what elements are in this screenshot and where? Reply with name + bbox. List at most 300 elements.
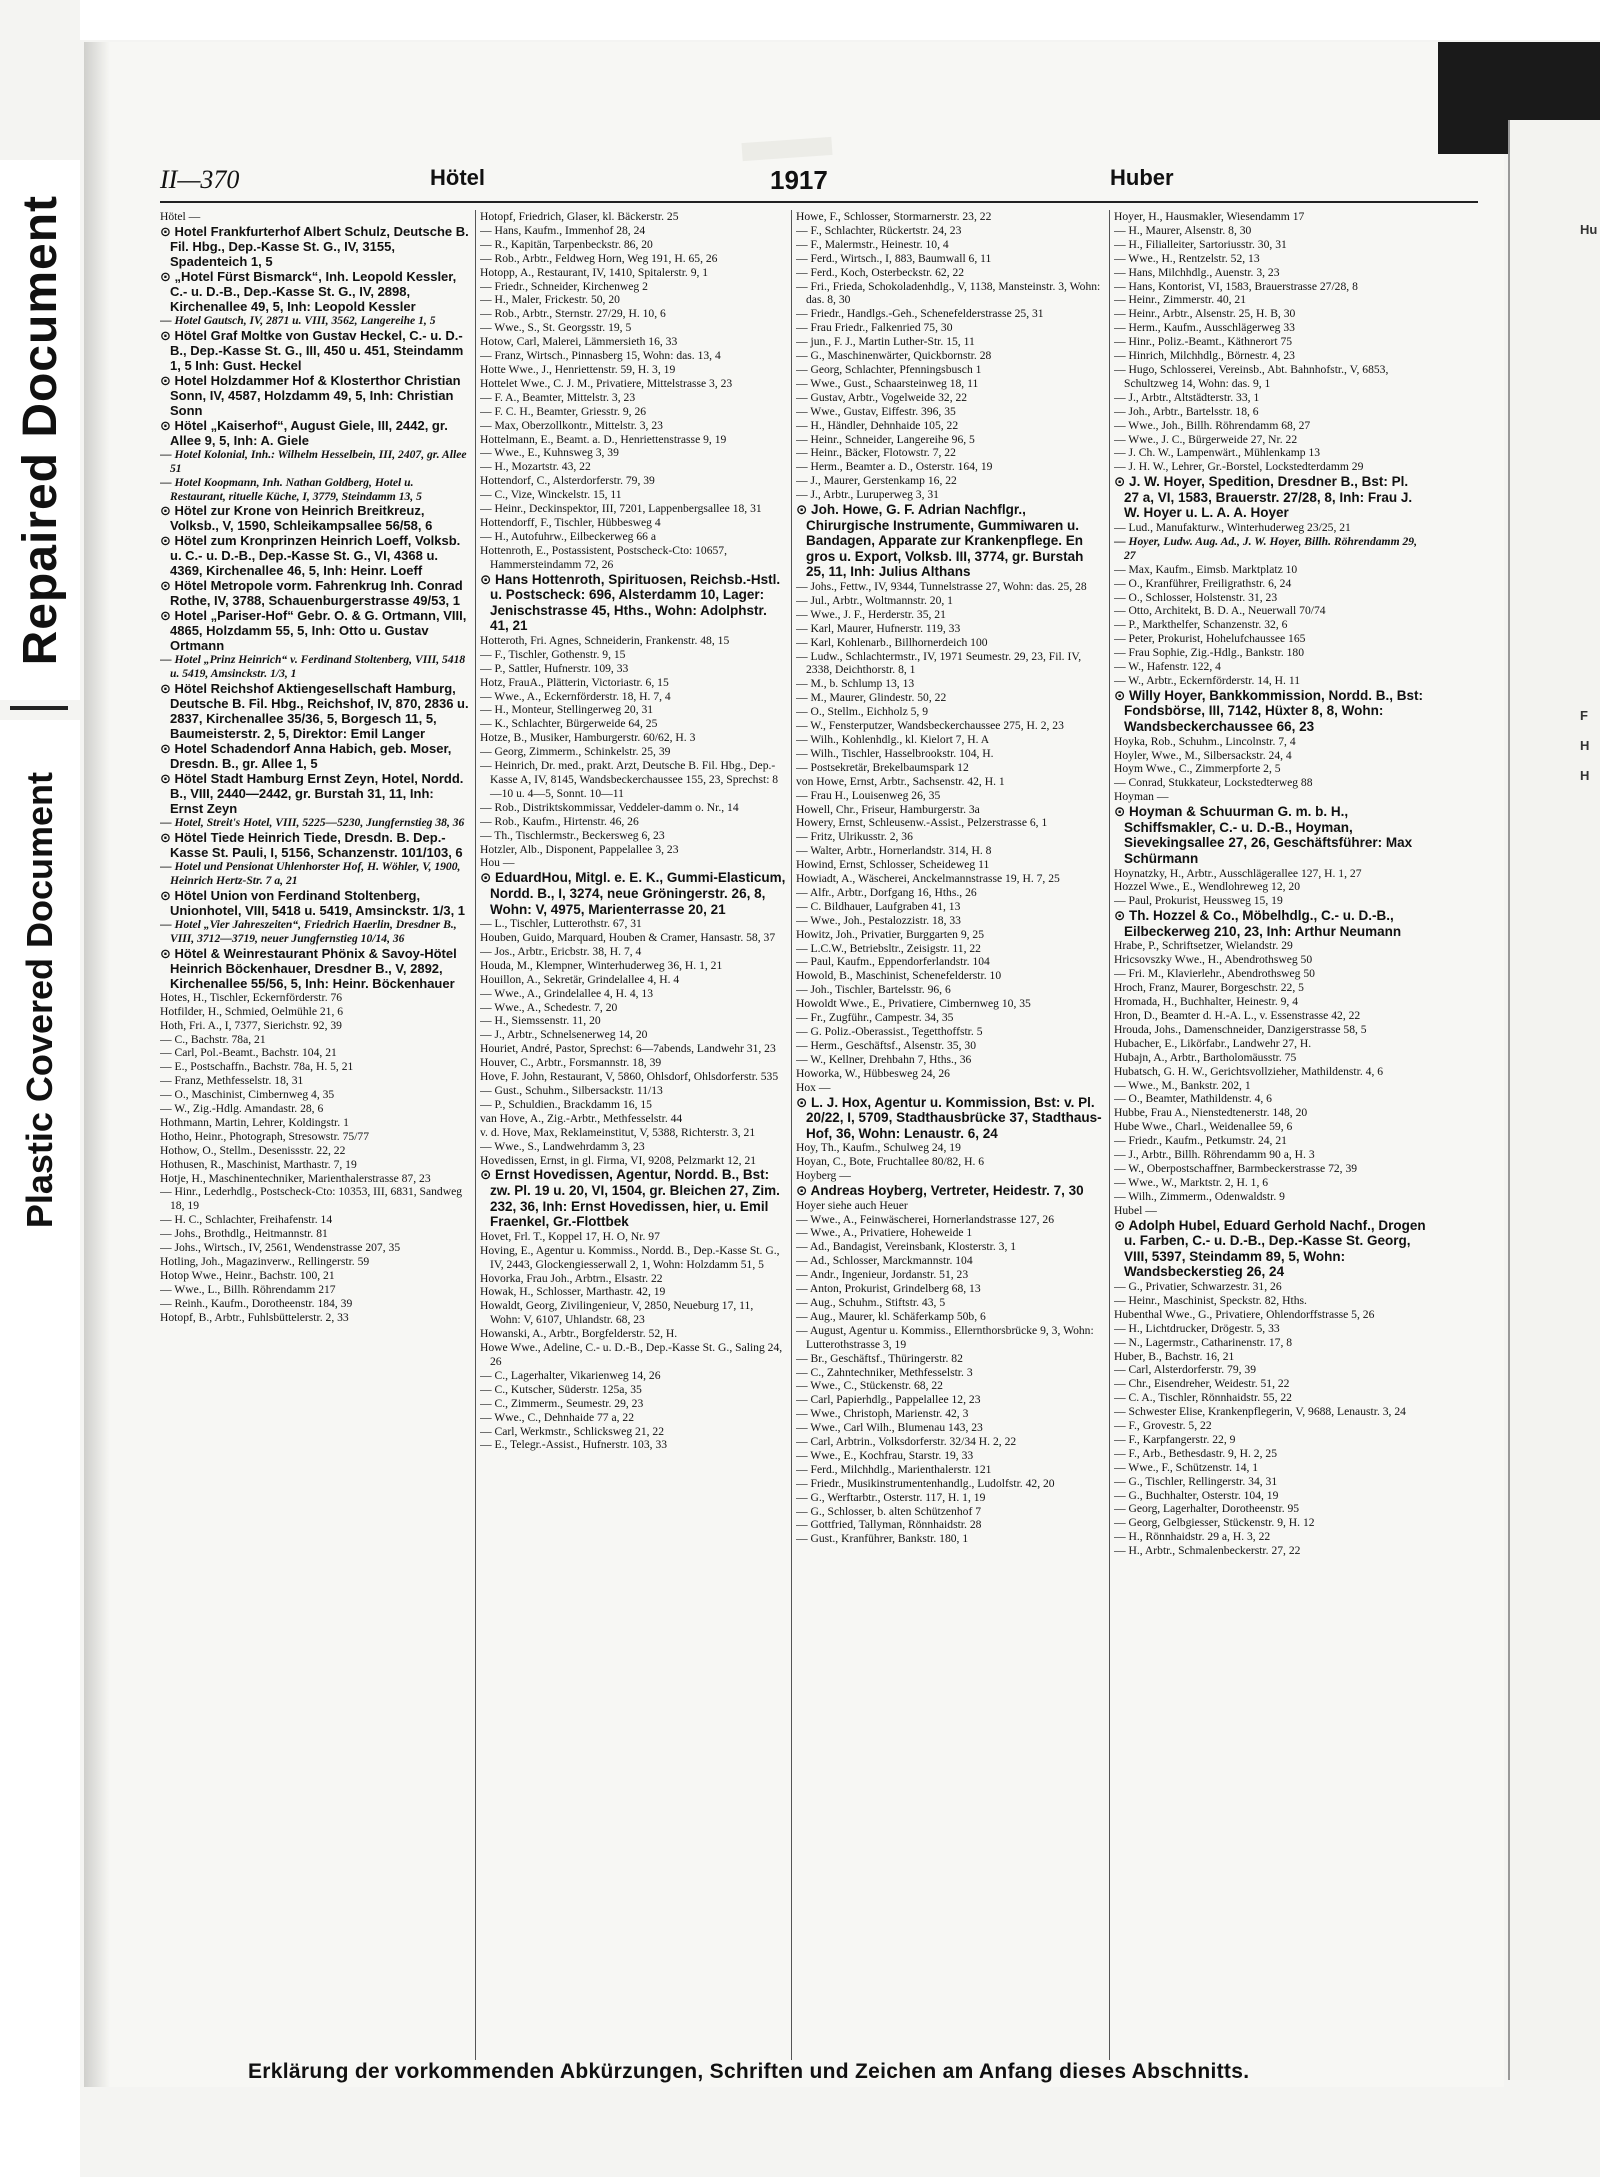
directory-entry: Hotopf, Friedrich, Glaser, kl. Bäckerstr. 25 — [480, 210, 679, 223]
directory-entry: Hotop Wwe., Heinr., Bachstr. 100, 21 — [160, 1268, 335, 1282]
directory-entry: — H., Siemssenstr. 11, 20 — [480, 1014, 601, 1028]
directory-entry: — W., Oberpostschaffner, Barmbeckerstrasse 72, 39 — [1114, 1161, 1358, 1175]
column-divider — [1109, 210, 1110, 2060]
directory-entry: — H., Händler, Dehnhaide 105, 22 — [796, 418, 959, 432]
directory-entry: — Franz, Methfesselstr. 18, 31 — [160, 1074, 304, 1088]
directory-entry: — W., Zig.-Hdlg. Amandastr. 28, 6 — [160, 1102, 324, 1116]
directory-entry: Howe Wwe., Adeline, C.- u. D.-B., Dep.-Kasse St. G., Saling 24, 26 — [480, 1341, 783, 1368]
directory-entry: Hoyer, H., Hausmakler, Wiesendamm 17 — [1114, 210, 1305, 223]
directory-entry: — Wwe., E., Kuhnsweg 3, 39 — [480, 446, 619, 460]
directory-entry: — C., Zimmerm., Seumestr. 29, 23 — [480, 1396, 644, 1410]
directory-entry: — Johs., Fettw., IV, 9344, Tunnelstrasse 27, Wohn: das. 25, 28 — [796, 580, 1087, 593]
directory-entry: — Hotel Gautsch, IV, 2871 u. VIII, 3562, Langereihe 1, 5 — [160, 313, 436, 327]
directory-entry: — O., Stellm., Eichholz 5, 9 — [796, 705, 929, 719]
directory-entry: — Frau H., Louisenweg 26, 35 — [796, 788, 941, 802]
directory-entry: — Andr., Ingenieur, Jordanstr. 51, 23 — [796, 1268, 969, 1282]
directory-entry: — Wwe., Carl Wilh., Blumenau 143, 23 — [796, 1421, 983, 1435]
directory-entry: Howery, Ernst, Schleusenw.-Assist., Pelzerstrasse 6, 1 — [796, 816, 1048, 830]
directory-entry: Howitz, Joh., Privatier, Burggarten 9, 25 — [796, 927, 985, 941]
directory-entry: Hotow, Carl, Malerei, Lämmersieth 16, 33 — [480, 335, 678, 349]
directory-entry: — Friedr., Handlgs.-Geh., Schenefelderstrasse 25, 31 — [796, 307, 1044, 321]
directory-entry: Huber, B., Bachstr. 16, 21 — [1114, 1349, 1235, 1363]
directory-entry: Hube Wwe., Charl., Weidenallee 59, 6 — [1114, 1120, 1293, 1134]
directory-entry: Howind, Ernst, Schlosser, Scheideweg 11 — [796, 858, 990, 872]
directory-entry: — Frau Friedr., Falkenried 75, 30 — [796, 321, 953, 335]
directory-entry: Hottendorf, C., Alsterdorferstr. 79, 39 — [480, 474, 655, 488]
directory-entry: — E., Postschaffn., Bachstr. 78a, H. 5, 21 — [160, 1060, 354, 1074]
directory-entry: Howoldt Wwe., E., Privatiere, Cimbernweg 10, 35 — [796, 997, 1031, 1011]
directory-entry: — C., Zahntechniker, Methfesselstr. 3 — [796, 1365, 973, 1379]
directory-entry: Hove, F. John, Restaurant, V, 5860, Ohlsdorf, Ohlsdorferstr. 535 — [480, 1070, 779, 1084]
header-year: 1917 — [770, 165, 828, 195]
directory-entry: — Ferd., Koch, Osterbeckstr. 62, 22 — [796, 265, 965, 279]
directory-entry: — Wwe., F., Schützenstr. 14, 1 — [1114, 1460, 1259, 1474]
column-1 — [160, 210, 470, 2130]
directory-entry: Hubacher, E., Likörfabr., Landwehr 27, H. — [1114, 1036, 1312, 1050]
directory-entry-featured: ⊙ Hotel „Pariser-Hof“ Gebr. O. & G. Ortmann, VIII, 4865, Holzdamm 55, 5, Inh: Otto u. Gustav Ortmann — [160, 608, 467, 654]
directory-entry: — G. Poliz.-Oberassist., Tegetthoffstr. 5 — [796, 1025, 983, 1038]
directory-entry: — O., Kranführer, Freiligrathstr. 6, 24 — [1114, 576, 1292, 590]
directory-entry: Hoving, E., Agentur u. Kommiss., Nordd. B., Dep.-Kasse St. G., IV, 2443, Glockengiesserwall 2, 1, Wohn: Holzdamm 51, 5 — [480, 1243, 780, 1271]
directory-entry: — H., Rönnhaidstr. 29 a, H. 3, 22 — [1114, 1530, 1271, 1544]
directory-entry: Hotling, Joh., Magazinverw., Rellingerstr. 59 — [160, 1255, 370, 1268]
directory-entry: — M., b. Schlump 13, 13 — [796, 677, 915, 691]
directory-entry: — Wwe., Gustav, Eiffestr. 396, 35 — [796, 404, 956, 418]
directory-entry: — Anton, Prokurist, Grindelberg 68, 13 — [796, 1282, 981, 1296]
directory-entry: — Wwe., Joh., Billh. Röhrendamm 68, 27 — [1114, 418, 1311, 432]
directory-entry: Hou — — [480, 856, 515, 870]
directory-entry: — Conrad, Stukkateur, Lockstedterweg 88 — [1114, 776, 1313, 790]
directory-entry: — Br., Geschäftsf., Thüringerstr. 82 — [796, 1351, 963, 1365]
directory-entry: — Heinr., Deckinspektor, III, 7201, Lappenbergsallee 18, 31 — [480, 502, 762, 516]
directory-entry: — Friedr., Musikinstrumentenhandlg., Ludolfstr. 42, 20 — [796, 1476, 1055, 1490]
directory-entry: — W., Arbtr., Eckernförderstr. 14, H. 11 — [1114, 673, 1301, 687]
directory-entry: — F., Arb., Bethesdastr. 9, H. 2, 25 — [1114, 1446, 1277, 1460]
directory-entry: Hotte Wwe., J., Henriettenstr. 59, H. 3, 19 — [480, 362, 676, 376]
directory-entry: — Gustav, Arbtr., Vogelweide 32, 22 — [796, 390, 968, 404]
directory-entry: Hroch, Franz, Maurer, Borgeschstr. 22, 5 — [1114, 981, 1304, 995]
directory-entry: — C., Vize, Winckelstr. 15, 11 — [480, 488, 622, 502]
directory-entry: Hubel — — [1114, 1203, 1157, 1217]
directory-entry: — Frau Sophie, Zig.-Hdlg., Bankstr. 180 — [1114, 646, 1305, 660]
directory-entry-featured: ⊙ Joh. Howe, G. F. Adrian Nachflgr., Chirurgische Instrumente, Gummiwaren u. Bandagen, Apparate zur Krankenpflege. En gros u. Export, Volksb. III, 3774, gr. Burstah 25, 11, Inh: Julius Althans — [796, 502, 1084, 580]
directory-entry: — Wwe., A., Grindelallee 4, H. 4, 13 — [480, 986, 654, 1000]
directory-entry: van Hove, A., Zig.-Arbtr., Methfesselstr. 44 — [480, 1111, 683, 1125]
directory-entry: — Hotel „Vier Jahreszeiten“, Friedrich Haerlin, Dresdner B., VIII, 3712—3719, neuer Jungfernstieg 10/14, 36 — [160, 917, 457, 945]
directory-entry: — Georg, Gelbgiesser, Stückenstr. 9, H. 12 — [1114, 1516, 1315, 1530]
directory-entry: Howaldt, Georg, Zivilingenieur, V, 2850, Neueburg 17, 11, Wohn: V, 6107, Uhlandstr. 68, 23 — [480, 1299, 754, 1327]
directory-entry: — W., Kellner, Drehbahn 7, Hths., 36 — [796, 1052, 972, 1066]
adjacent-page-edge — [1508, 120, 1600, 2080]
directory-entry: — Georg, Zimmerm., Schinkelstr. 25, 39 — [480, 745, 671, 759]
directory-entry: — Max, Kaufm., Eimsb. Marktplatz 10 — [1114, 562, 1298, 576]
directory-entry: — Aug., Maurer, kl. Schäferkamp 50b, 6 — [796, 1309, 986, 1323]
directory-entry-featured: ⊙ Hoyman & Schuurman G. m. b. H., Schiffsmakler, C.- u. D.-B., Hoyman, Sievekingsallee 27, 26, Geschäftsführer: Max Schürmann — [1114, 804, 1413, 866]
directory-entry: — O., Beamter, Mathildenstr. 4, 6 — [1114, 1092, 1272, 1106]
directory-entry: — Otto, Architekt, B. D. A., Neuerwall 70/74 — [1114, 604, 1326, 618]
directory-entry: — Johs., Wirtsch., IV, 2561, Wendenstrasse 207, 35 — [160, 1241, 401, 1255]
directory-entry: — Ferd., Wirtsch., I, 883, Baumwall 6, 11 — [796, 251, 992, 265]
directory-entry: Hricsovszky Wwe., H., Abendrothsweg 50 — [1114, 953, 1313, 967]
page-fold-shadow — [84, 42, 110, 2087]
directory-entry: — Hotel, Streit's Hotel, VIII, 5225—5230, Jungfernstieg 38, 36 — [160, 816, 465, 830]
directory-entry: Hotze, B., Musiker, Hamburgerstr. 60/62, H. 3 — [480, 731, 696, 745]
directory-entry: Hotho, Heinr., Photograph, Stresowstr. 75/77 — [160, 1129, 370, 1143]
directory-entry: Hotteroth, Fri. Agnes, Schneiderin, Frankenstr. 48, 15 — [480, 633, 730, 647]
directory-entry: Hottendorff, F., Tischler, Hübbesweg 4 — [480, 515, 661, 529]
directory-entry: — Gust., Schuhm., Silbersackstr. 11/13 — [480, 1084, 663, 1097]
directory-entry: — Paul, Prokurist, Heussweg 15, 19 — [1114, 894, 1283, 908]
directory-entry: Hromada, H., Buchhalter, Heinestr. 9, 4 — [1114, 995, 1299, 1009]
directory-entry: Howak, H., Schlosser, Marthastr. 42, 19 — [480, 1285, 666, 1299]
directory-entry: — Carl, Papierhdlg., Pappelallee 12, 23 — [796, 1393, 981, 1407]
directory-entry: Houillon, A., Sekretär, Grindelallee 4, H. 4 — [480, 972, 680, 986]
page-header — [160, 165, 1470, 197]
directory-entry: — Hans, Kontorist, VI, 1583, Brauerstrasse 27/28, 8 — [1114, 279, 1358, 293]
directory-entry: Hubbe, Frau A., Nienstedtenerstr. 148, 20 — [1114, 1106, 1308, 1120]
directory-entry: — Ad., Bandagist, Vereinsbank, Klosterstr. 3, 1 — [796, 1240, 1017, 1254]
directory-entry: — Hinr., Poliz.-Beamt., Käthnerort 75 — [1114, 335, 1293, 349]
directory-entry: Hubenthal Wwe., G., Privatiere, Ohlendorffstrasse 5, 26 — [1114, 1307, 1375, 1321]
directory-entry: — Karl, Kohlenarb., Billhornerdeich 100 — [796, 635, 988, 649]
directory-entry: — Wilh., Zimmerm., Odenwaldstr. 9 — [1114, 1189, 1285, 1203]
directory-entry: — P., Sattler, Hufnerstr. 109, 33 — [480, 661, 629, 675]
directory-entry: Howell, Chr., Friseur, Hamburgerstr. 3a — [796, 802, 980, 816]
directory-entry: — L.C.W., Betriebsltr., Zeisigstr. 11, 22 — [796, 941, 981, 955]
directory-entry: Hotzler, Alb., Disponent, Pappelallee 3, 23 — [480, 842, 679, 856]
directory-entry: — Jul., Arbtr., Woltmannstr. 20, 1 — [796, 593, 953, 607]
directory-entry: Hothusen, R., Maschinist, Marthastr. 7, 19 — [160, 1157, 357, 1171]
directory-entry-featured: ⊙ Hötel Metropole vorm. Fahrenkrug Inh. Conrad Rothe, IV, 3788, Schauenburgerstrasse 49/53, 1 — [160, 578, 463, 609]
directory-entry: Howanski, A., Arbtr., Borgfelderstr. 52, H. — [480, 1327, 678, 1341]
directory-entry: — Hans, Milchhdlg., Auenstr. 3, 23 — [1114, 265, 1280, 279]
directory-entry-featured: ⊙ Andreas Hoyberg, Vertreter, Heidestr. 7, 30 — [796, 1183, 1084, 1199]
directory-entry-featured: ⊙ L. J. Hox, Agentur u. Kommission, Bst: v. Pl. 20/22, I, 5709, Stadthausbrücke 37, Stadthaus-Hof, 36, Wohn: Lenaustr. 6, 24 — [796, 1094, 1102, 1141]
directory-entry: — Johs., Brothdlg., Heitmannstr. 81 — [160, 1227, 328, 1241]
directory-entry: Hoyka, Rob., Schuhm., Lincolnstr. 7, 4 — [1114, 734, 1296, 748]
directory-entry: — Ad., Schlosser, Marckmannstr. 104 — [796, 1254, 973, 1268]
directory-entry: — H., Maler, Frickestr. 50, 20 — [480, 293, 620, 307]
directory-entry: — G., Privatier, Schwarzestr. 31, 26 — [1114, 1279, 1282, 1293]
directory-entry: — Wwe., Gust., Schaarsteinweg 18, 11 — [796, 376, 979, 390]
directory-entry: Houriet, André, Pastor, Sprechst: 6—7abends, Landwehr 31, 23 — [480, 1042, 776, 1056]
directory-entry: — Fri., Frieda, Schokoladenhdlg., V, 1138, Mansteinstr. 3, Wohn: das. 8, 30 — [796, 279, 1101, 307]
directory-entry-featured: ⊙ Hötel zur Krone von Heinrich Breitkreuz, Volksb., V, 1590, Schleikampsallee 56/58, 6 — [160, 503, 433, 534]
directory-entry: — C., Lagerhalter, Vikarienweg 14, 26 — [480, 1368, 661, 1382]
directory-entry: Hubatsch, G. H. W., Gerichtsvollzieher, Mathildenstr. 4, 6 — [1114, 1064, 1384, 1078]
scan-top-margin — [80, 0, 1600, 40]
directory-entry: — C., Bachstr. 78a, 21 — [160, 1032, 266, 1046]
directory-entry: — E., Telegr.-Assist., Hufnerstr. 103, 33 — [480, 1438, 668, 1452]
directory-entry: — Alfr., Arbtr., Dorfgang 16, Hths., 26 — [796, 885, 977, 899]
directory-entry: Hrouda, Johs., Damenschneider, Danzigerstrasse 58, 5 — [1114, 1022, 1367, 1036]
directory-entry: — Heinr., Arbtr., Alsenstr. 25, H. B, 30 — [1114, 307, 1296, 321]
directory-entry: — G., Maschinenwärter, Quickbornstr. 28 — [796, 349, 992, 363]
directory-entry: — Karl, Maurer, Hufnerstr. 119, 33 — [796, 621, 961, 635]
directory-entry: — H., Autofuhrw., Eilbeckerweg 66 a — [480, 529, 657, 543]
directory-entry: — Chr., Eisendreher, Weidestr. 51, 22 — [1114, 1377, 1290, 1391]
column-3 — [796, 210, 1104, 2130]
column-4 — [1114, 210, 1426, 2130]
side-label-plastic-text: Plastic Covered Document — [19, 771, 60, 1229]
directory-entry-featured: ⊙ Hötel Stadt Hamburg Ernst Zeyn, Hotel, Nordd. B., VIII, 2440—2442, gr. Burstah 31, 11, Inh: Ernst Zeyn — [160, 771, 464, 817]
directory-entry: Houda, M., Klempner, Winterhuderweg 36, H. 1, 21 — [480, 958, 723, 972]
directory-entry: — Gust., Kranführer, Bankstr. 180, 1 — [796, 1532, 969, 1546]
directory-entry: — F., Schlachter, Rückertstr. 24, 23 — [796, 223, 962, 237]
directory-entry-featured: ⊙ J. W. Hoyer, Spedition, Dresdner B., Bst: Pl. 27 a, VI, 1583, Brauerstr. 27/28, 8, Inh: Frau J. W. Hoyer u. L. A. A. Hoyer — [1114, 474, 1413, 521]
directory-entry: — Wwe., C., Dehnhaide 77 a, 22 — [480, 1410, 635, 1424]
directory-entry: Hubajn, A., Arbtr., Bartholomäusstr. 75 — [1114, 1050, 1297, 1064]
directory-entry: — Wwe., J. F., Herderstr. 35, 21 — [796, 607, 946, 621]
directory-entry: Hotje, H., Maschinentechniker, Marienthalerstrasse 87, 23 — [160, 1171, 431, 1185]
directory-entry: Howiadt, A., Wäscherei, Anckelmannstrasse 19, H. 7, 25 — [796, 872, 1060, 886]
directory-entry: Hoyan, C., Bote, Fruchtallee 80/82, H. 6 — [796, 1155, 985, 1169]
column-divider — [475, 210, 476, 2060]
abbreviation-note: Erklärung der vorkommenden Abkürzungen, Schriften und Zeichen am Anfang dieses Abschnitts. — [248, 2060, 1250, 2083]
directory-entry: — Reinh., Kaufm., Dorotheenstr. 184, 39 — [160, 1296, 353, 1310]
directory-entry-featured: ⊙ Ernst Hovedissen, Agentur, Nordd. B., Bst: zw. Pl. 19 u. 20, VI, 1504, gr. Bleichen 27, Zim. 232, 36, Inh: Ernst Hovedissen, hier, u. Emil Fraenkel, Gr.-Flottbek — [480, 1167, 780, 1230]
directory-entry: — Peter, Prokurist, Hohelufchaussee 165 — [1114, 632, 1306, 646]
directory-entry: — Rob., Kaufm., Hirtenstr. 46, 26 — [480, 814, 639, 828]
directory-entry: — Schwester Elise, Krankenpflegerin, V, 9688, Lenaustr. 3, 24 — [1114, 1405, 1406, 1419]
directory-entry: Hoyer siehe auch Heuer — [796, 1198, 908, 1212]
directory-entry: Hoynatzky, H., Arbtr., Ausschlägerallee 127, H. 1, 27 — [1114, 866, 1362, 880]
directory-entry: — Rob., Arbtr., Feldweg Horn, Weg 191, H. 65, 26 — [480, 251, 718, 265]
directory-entry: Hothmann, Martin, Lehrer, Koldingstr. 1 — [160, 1115, 349, 1129]
directory-entry: — G., Werftarbtr., Osterstr. 117, H. 1, 19 — [796, 1490, 986, 1504]
directory-entry: Hoyberg — — [796, 1169, 851, 1183]
directory-entry: Hovorka, Frau Joh., Arbtrn., Elsastr. 22 — [480, 1271, 663, 1285]
directory-entry: — Joh., Tischler, Bartelsstr. 96, 6 — [796, 983, 951, 997]
directory-entry: — August, Agentur u. Kommiss., Ellernthorsbrücke 9, 3, Wohn: Lutterothstrasse 3, 19 — [796, 1323, 1094, 1351]
directory-entry: — Joh., Arbtr., Bartelsstr. 18, 6 — [1114, 404, 1259, 418]
directory-entry: — H., Arbtr., Schmalenbeckerstr. 27, 22 — [1114, 1544, 1301, 1558]
directory-entry: — Heinr., Maschinist, Speckstr. 82, Hths. — [1114, 1293, 1307, 1307]
directory-entry: — R., Kapitän, Tarpenbeckstr. 86, 20 — [480, 237, 653, 251]
directory-entry: — Hotel Koopmann, Inh. Nathan Goldberg, Hotel u. Restaurant, rituelle Küche, I, 3779, Steindamm 13, 5 — [160, 475, 422, 503]
directory-entry: — Max, Oberzollkontr., Mittelstr. 3, 23 — [480, 418, 663, 432]
adjacent-page-fragment: H — [1580, 768, 1590, 783]
directory-entry: — Carl, Werkmstr., Schlicksweg 21, 22 — [480, 1424, 665, 1438]
directory-entry: — Hinrich, Milchhdlg., Börnestr. 4, 23 — [1114, 349, 1295, 363]
page-number: II—370 — [160, 165, 240, 194]
directory-entry: — G., Tischler, Rellingerstr. 34, 31 — [1114, 1474, 1278, 1488]
directory-entry: — Wwe., M., Bankstr. 202, 1 — [1114, 1078, 1251, 1092]
directory-entry-featured: ⊙ Hotel Holzdammer Hof & Klosterthor Christian Sonn, IV, 4587, Holzdamm 49, 5, Inh: Christian Sonn — [160, 372, 461, 418]
directory-entry: — F., Malermstr., Heinestr. 10, 4 — [796, 237, 949, 251]
directory-entry-featured: ⊙ Hotel Frankfurterhof Albert Schulz, Deutsche B. Fil. Hbg., Dep.-Kasse St. G., IV, 3155, Spadenteich 1, 5 — [160, 223, 469, 269]
directory-entry: — L., Tischler, Lutterothstr. 67, 31 — [480, 917, 642, 931]
directory-entry-featured: ⊙ Hötel Union von Ferdinand Stoltenberg, Unionhotel, VIII, 5418 u. 5419, Amsinckstr. 1/3, 1 — [160, 887, 466, 918]
directory-entry: — J., Maurer, Gerstenkamp 16, 22 — [796, 474, 957, 488]
directory-entry: v. d. Hove, Max, Reklameinstitut, V, 5388, Richterstr. 3, 21 — [480, 1125, 756, 1139]
directory-entry: — Fr., Zugführ., Campestr. 34, 35 — [796, 1011, 954, 1025]
directory-entry: — Wwe., C., Stückenstr. 68, 22 — [796, 1379, 943, 1393]
directory-entry: — C. A., Tischler, Rönnhaidstr. 55, 22 — [1114, 1391, 1292, 1405]
directory-entry: — Herm., Geschäftsf., Alsenstr. 35, 30 — [796, 1038, 976, 1052]
directory-entry: — Jos., Arbtr., Ericbstr. 38, H. 7, 4 — [480, 944, 642, 958]
directory-entry: — Rob., Distriktskommissar, Veddeler-damm o. Nr., 14 — [480, 800, 739, 814]
directory-entry: — G., Schlosser, b. alten Schützenhof 7 — [796, 1504, 982, 1518]
directory-entry: — Wwe., S., St. Georgsstr. 19, 5 — [480, 321, 632, 335]
directory-entry: — Heinr., Bäcker, Flotowstr. 7, 22 — [796, 446, 956, 460]
directory-entry: — Wilh., Kohlenhdlg., kl. Kielort 7, H. A — [796, 732, 990, 746]
directory-entry: Hoth, Fri. A., I, 7377, Sierichstr. 92, 39 — [160, 1018, 342, 1032]
directory-entry: — Hoyer, Ludw. Aug. Ad., J. W. Hoyer, Billh. Röhrendamm 29, 27 — [1114, 534, 1417, 562]
directory-entry: — Hotel „Prinz Heinrich“ v. Ferdinand Stoltenberg, VIII, 5418 u. 5419, Amsinckstr. 1/3, 1 — [160, 653, 466, 681]
directory-entry: — Heinrich, Dr. med., prakt. Arzt, Deutsche B. Fil. Hbg., Dep.-Kasse A, IV, 8145, Wandsbeckerchaussee 155, 23, Sprechst: 8—10 u. 4—5, Sonnt. 10—11 — [480, 759, 779, 800]
directory-entry: — Walter, Arbtr., Hornerlandstr. 314, H. 8 — [796, 844, 992, 858]
directory-entry: — K., Schlachter, Bürgerweide 64, 25 — [480, 717, 658, 731]
directory-entry: — J., Arbtr., Altstädterstr. 33, 1 — [1114, 390, 1260, 404]
directory-entry: — Fritz, Ulrikusstr. 2, 36 — [796, 830, 913, 844]
directory-entry: Hottenroth, E., Postassistent, Postscheck-Cto: 10657, Hammersteindamm 72, 26 — [480, 543, 728, 571]
directory-entry: — J., Arbtr., Schnelsenerweg 14, 20 — [480, 1028, 648, 1042]
directory-entry: — Ludw., Schlachtermstr., IV, 1971 Seumestr. 29, 23, Fil. IV, 2338, Deichthorstr. 8, 1 — [796, 649, 1082, 677]
directory-entry: — C. Bildhauer, Laufgraben 41, 13 — [796, 899, 961, 913]
directory-entry: Hottelet Wwe., C. J. M., Privatiere, Mittelstrasse 3, 23 — [480, 376, 733, 390]
directory-entry: Hoyman — — [1114, 790, 1169, 804]
directory-entry: — Wwe., Joh., Pestalozzistr. 18, 33 — [796, 913, 961, 927]
directory-entry: Hozzel Wwe., E., Wendlohreweg 12, 20 — [1114, 880, 1301, 894]
directory-entry: — J., Arbtr., Billh. Röhrendamm 90 a, H. 3 — [1114, 1148, 1315, 1162]
directory-entry: Hötel — — [160, 210, 201, 223]
directory-entry: Howorka, W., Hübbesweg 24, 26 — [796, 1066, 950, 1080]
directory-entry: Hrabe, P., Schriftsetzer, Wielandstr. 29 — [1114, 939, 1293, 953]
directory-entry: Howold, B., Maschinist, Schenefelderstr. 10 — [796, 969, 1002, 983]
directory-entry-featured: ⊙ Hotel Schadendorf Anna Habich, geb. Moser, Dresdn. B., gr. Allee 1, 5 — [160, 741, 452, 772]
directory-entry: — Friedr., Kaufm., Petkumstr. 24, 21 — [1114, 1134, 1287, 1148]
directory-entry: Houver, C., Arbtr., Forsmannstr. 18, 39 — [480, 1056, 662, 1070]
directory-entry: — Wwe., A., Privatiere, Hoheweide 1 — [796, 1226, 973, 1240]
directory-entry: Hovedissen, Ernst, in gl. Firma, VI, 9208, Pelzmarkt 12, 21 — [480, 1153, 757, 1167]
header-rule — [160, 201, 1478, 203]
directory-entry: Hox — — [796, 1080, 831, 1094]
directory-entry: — Fri. M., Klavierlehr., Abendrothsweg 50 — [1114, 967, 1315, 981]
directory-entry: Hovet, Frl. T., Koppel 17, H. O, Nr. 97 — [480, 1229, 660, 1243]
directory-entry: Hotopp, A., Restaurant, IV, 1410, Spitalerstr. 9, 1 — [480, 265, 709, 279]
directory-entry-featured: ⊙ Adolph Hubel, Eduard Gerhold Nachf., Drogen u. Farben, C.- u. D.-B., Dep.-Kasse St. Georg, VIII, 5397, Steindamm 89, 5, Wohn: Wandsbeckerstieg 26, 24 — [1114, 1217, 1426, 1280]
directory-entry: — Wwe., J. C., Bürgerweide 27, Nr. 22 — [1114, 432, 1298, 446]
directory-entry: — Aug., Schuhm., Stiftstr. 43, 5 — [796, 1295, 946, 1309]
directory-entry: Hottelmann, E., Beamt. a. D., Henriettenstrasse 9, 19 — [480, 432, 727, 446]
directory-entry: — Hinr., Lederhdlg., Postscheck-Cto: 10353, III, 6831, Sandweg 18, 19 — [160, 1185, 463, 1213]
directory-entry: Hoyler, Wwe., M., Silbersackstr. 24, 4 — [1114, 748, 1292, 762]
directory-entry: — Gottfried, Tallyman, Rönnhaidstr. 28 — [796, 1518, 982, 1532]
side-label-plastic — [0, 720, 80, 1280]
directory-entry-featured: ⊙ Willy Hoyer, Bankkommission, Nordd. B., Bst: Fondsbörse, III, 7142, Hüxter 8, 8, Wohn: Wandsbeckerchaussee 66, 23 — [1114, 687, 1423, 735]
directory-entry: — H., Lichtdrucker, Drögestr. 5, 33 — [1114, 1321, 1280, 1335]
directory-entry-featured: ⊙ Hötel zum Kronprinzen Heinrich Loeff, Volksb. u. C.- u. D.-B., Dep.-Kasse St. G., VI, 4368 u. 4369, Kirchenallee 46, 5, Inh: Heinr. Loeff — [160, 533, 461, 579]
directory-entry: — F., Grovestr. 5, 22 — [1114, 1419, 1212, 1433]
directory-entry: — H., Maurer, Alsenstr. 8, 30 — [1114, 223, 1252, 237]
directory-entry: — F. A., Beamter, Mittelstr. 3, 23 — [480, 390, 636, 404]
directory-entry-featured: ⊙ Hötel „Kaiserhof“, August Giele, III, 2442, gr. Allee 9, 5, Inh: A. Giele — [160, 417, 448, 448]
directory-entry: — H., Monteur, Stellingerweg 20, 31 — [480, 703, 654, 717]
adjacent-page-fragment: H — [1580, 738, 1590, 753]
directory-entry: — Friedr., Schneider, Kirchenweg 2 — [480, 279, 648, 293]
directory-entry: — F., Tischler, Gothenstr. 9, 15 — [480, 647, 626, 661]
directory-entry: — Wwe., A., Eckernförderstr. 18, H. 7, 4 — [480, 689, 671, 703]
header-first-word: Hötel — [430, 165, 485, 190]
directory-entry-featured: ⊙ Hötel Reichshof Aktiengesellschaft Hamburg, Deutsche B. Fil. Hbg., Reichshof, IV, 870, 2836 u. 2837, Kirchenallee 35/36, 5, Borgesch 11, 5, Baumeisterstr. 2, 5, Direktor: Emil Langer — [160, 681, 469, 742]
side-label-divider — [10, 706, 68, 710]
directory-entry: — N., Lagermstr., Catharinenstr. 17, 8 — [1114, 1335, 1293, 1349]
directory-entry: — Hans, Kaufm., Immenhof 28, 24 — [480, 223, 646, 237]
directory-entry: — Georg, Schlachter, Pfenningsbusch 1 — [796, 362, 982, 376]
directory-entry: — Hotel und Pensionat Uhlenhorster Hof, H. Wöhler, V, 1900, Heinrich Hertz-Str. 7 a, 21 — [160, 860, 461, 888]
directory-entry: von Howe, Ernst, Arbtr., Sachsenstr. 42, H. 1 — [796, 774, 1005, 788]
directory-entry: — P., Markthelfer, Schanzenstr. 32, 6 — [1114, 618, 1288, 632]
directory-entry: — P., Schuldien., Brackdamm 16, 15 — [480, 1097, 652, 1111]
directory-entry: — Wwe., W., Marktstr. 2, H. 1, 6 — [1114, 1175, 1269, 1189]
column-2 — [480, 210, 786, 2130]
directory-entry-featured: ⊙ Hötel Graf Moltke von Gustav Heckel, C.- u. D.-B., Dep.-Kasse St. G., III, 450 u. 451, Steindamm 1, 5 Inh: Gust. Heckel — [160, 327, 464, 373]
directory-entry: — H., Filialleiter, Sartoriusstr. 30, 31 — [1114, 237, 1287, 251]
directory-entry: — Lud., Manufakturw., Winterhuderweg 23/25, 21 — [1114, 521, 1351, 534]
directory-entry-featured: ⊙ Th. Hozzel & Co., Möbelhdlg., C.- u. D.-B., Eilbeckerweg 210, 23, Inh: Arthur Neumann — [1114, 908, 1402, 939]
directory-entry: — Herm., Beamter a. D., Osterstr. 164, 19 — [796, 460, 993, 474]
directory-entry-featured: ⊙ „Hotel Fürst Bismarck“, Inh. Leopold Kessler, C.- u. D.-B., Dep.-Kasse St. G., IV, 2898, Kirchenallee 49, 5, Inh: Leopold Kessler — [160, 268, 457, 314]
directory-entry-featured: ⊙ Hötel & Weinrestaurant Phönix & Savoy-Hötel Heinrich Böckenhauer, Dresdner B., V, 2892, Kirchenallee 55/56, 5, Inh: Heinr. Böckenhauer — [160, 945, 457, 991]
directory-entry: — Wilh., Tischler, Hasselbrookstr. 104, H. — [796, 746, 994, 760]
directory-entry: — Georg, Lagerhalter, Dorotheenstr. 95 — [1114, 1502, 1300, 1516]
directory-entry-featured: ⊙ EduardHou, Mitgl. e. E. K., Gummi-Elasticum, Nordd. B., I, 3274, neue Gröningerstr. 26, 8, Wohn: V, 4975, Marienterrasse 20, 21 — [480, 870, 786, 917]
directory-entry: Houben, Guido, Marquard, Houben & Cramer, Hansastr. 58, 37 — [480, 931, 776, 945]
directory-entry: — Heinr., Schneider, Langereihe 96, 5 — [796, 432, 975, 446]
directory-entry: — Wwe., A., Schedestr. 7, 20 — [480, 1000, 618, 1014]
directory-entry: Hotfilder, H., Schmied, Oelmühle 21, 6 — [160, 1004, 344, 1018]
directory-entry: — Herm., Kaufm., Ausschlägerweg 33 — [1114, 321, 1295, 335]
directory-entry: — J. Ch. W., Lampenwärt., Mühlenkamp 13 — [1114, 446, 1321, 460]
directory-entry: Howe, F., Schlosser, Stormarnerstr. 23, 22 — [796, 210, 992, 223]
directory-entry: — H. C., Schlachter, Freihafenstr. 14 — [160, 1213, 333, 1227]
directory-entry: — Wwe., E., Kochfrau, Starstr. 19, 33 — [796, 1448, 974, 1462]
directory-entry: — Franz, Wirtsch., Pinnasberg 15, Wohn: das. 13, 4 — [480, 349, 721, 363]
directory-entry: — Th., Tischlermstr., Beckersweg 6, 23 — [480, 828, 665, 842]
directory-entry-featured: ⊙ Hans Hottenroth, Spirituosen, Reichsb.-Hstl. u. Postscheck: 696, Alsterdamm 10, Lager: Jenischstrasse 45, Hths., Wohn: Adolphstr. 41, 21 — [480, 571, 781, 634]
directory-entry: — M., Maurer, Glindestr. 50, 22 — [796, 691, 947, 705]
directory-entry: — W., Fensterputzer, Wandsbeckerchaussee 275, H. 2, 23 — [796, 719, 1064, 733]
directory-entry: — Paul, Kaufm., Eppendorferlandstr. 104 — [796, 955, 990, 969]
directory-entry: — Heinr., Zimmerstr. 40, 21 — [1114, 293, 1247, 307]
side-label-repaired — [0, 160, 80, 700]
directory-entry: — Hugo, Schlosserei, Vereinsb., Abt. Bahnhofstr., V, 6853, Schultzweg 14, Wohn: das. 9, 1 — [1114, 362, 1389, 390]
directory-entry: — H., Mozartstr. 43, 22 — [480, 460, 591, 474]
directory-entry: — Wwe., A., Feinwäscherei, Hornerlandstrasse 127, 26 — [796, 1212, 1055, 1226]
directory-entry: — F. C. H., Beamter, Griesstr. 9, 26 — [480, 404, 647, 418]
column-divider — [791, 210, 792, 2060]
directory-entry: Hotz, FrauA., Plätterin, Victoriastr. 6, 15 — [480, 675, 669, 689]
directory-entry: Hotes, H., Tischler, Eckernförderstr. 76 — [160, 990, 343, 1004]
directory-entry: Hoym Wwe., C., Zimmerpforte 2, 5 — [1114, 762, 1281, 776]
directory-entry: Hothow, O., Stellm., Desenissstr. 22, 22 — [160, 1143, 346, 1157]
directory-entry: — jun., F. J., Martin Luther-Str. 15, 11 — [796, 335, 975, 349]
directory-entry: — Wwe., S., Landwehrdamm 3, 23 — [480, 1139, 645, 1153]
directory-entry: — G., Buchhalter, Osterstr. 104, 19 — [1114, 1488, 1279, 1502]
directory-entry: Hotopf, B., Arbtr., Fuhlsbüttelerstr. 2, 33 — [160, 1310, 349, 1324]
directory-entry: — Wwe., H., Rentzelstr. 52, 13 — [1114, 251, 1260, 265]
adjacent-page-fragment: F — [1580, 708, 1588, 723]
adjacent-page-fragment: Hu — [1580, 222, 1598, 237]
directory-entry: — Wwe., L., Billh. Röhrendamm 217 — [160, 1282, 336, 1296]
directory-entry: — F., Karpfangerstr. 22, 9 — [1114, 1432, 1236, 1446]
directory-entry: — Carl, Alsterdorferstr. 79, 39 — [1114, 1363, 1257, 1377]
directory-entry: — J. H. W., Lehrer, Gr.-Borstel, Lockstedterdamm 29 — [1114, 460, 1364, 474]
directory-entry: — Postsekretär, Brekelbaumspark 12 — [796, 760, 969, 774]
directory-entry: — Carl, Pol.-Beamt., Bachstr. 104, 21 — [160, 1046, 337, 1060]
side-label-repaired-text: Repaired Document — [13, 194, 67, 666]
